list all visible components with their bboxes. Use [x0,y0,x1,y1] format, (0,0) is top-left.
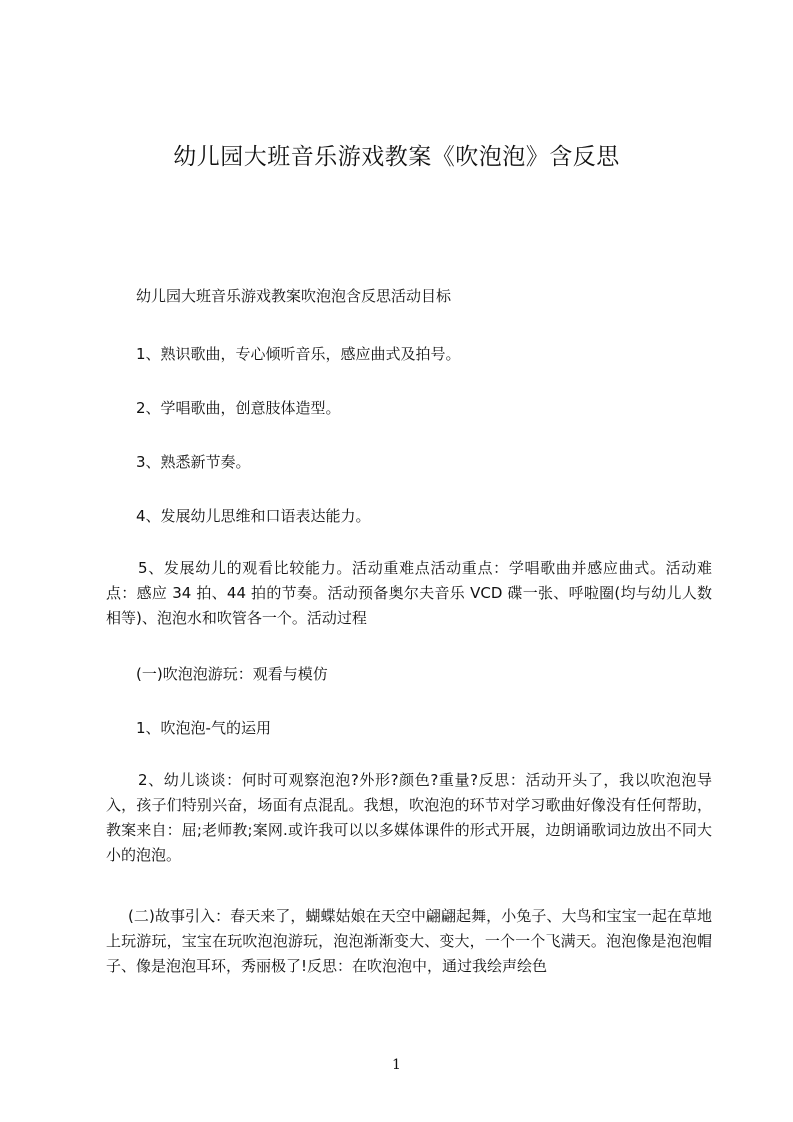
paragraph-section-2: (二)故事引入：春天来了，蝴蝶姑娘在天空中翩翩起舞，小兔子、大鸟和宝宝一起在草地上玩游玩，宝宝在玩吹泡泡游玩，泡泡渐渐变大、变大，一个一个飞满天。泡泡像是泡泡帽子、像是泡泡耳环，秀丽极了!反思：在吹泡泡中，通过我绘声绘色 [106,907,712,975]
page-number: 1 [392,1057,401,1073]
paragraph-section-1-heading: (一)吹泡泡游玩：观看与模仿 [136,665,328,683]
paragraph-objectives-heading: 幼儿园大班音乐游戏教案吹泡泡含反思活动目标 [136,287,452,305]
paragraph-goal-4: 4、发展幼儿思维和口语表达能力。 [136,507,371,525]
paragraph-goal-5: 5、发展幼儿的观看比较能力。活动重难点活动重点：学唱歌曲并感应曲式。活动难点：感应 34 拍、44 拍的节奏。活动预备奥尔夫音乐 VCD 碟一张、呼啦圈(均与幼儿人数相等)、泡泡水和吹管各一个。活动过程 [106,559,712,627]
paragraph-goal-3: 3、熟悉新节奏。 [136,453,251,471]
document-title: 幼儿园大班音乐游戏教案《吹泡泡》含反思 [173,144,620,170]
paragraph-goal-1: 1、熟识歌曲，专心倾听音乐，感应曲式及拍号。 [136,345,461,363]
paragraph-goal-2: 2、学唱歌曲，创意肢体造型。 [136,399,341,417]
paragraph-step-2: 2、幼儿谈谈：何时可观察泡泡?外形?颜色?重量?反思：活动开头了，我以吹泡泡导入，孩子们特别兴奋，场面有点混乱。我想，吹泡泡的环节对学习歌曲好像没有任何帮助，教案来自：屈;老师教;案网.或许我可以以多媒体课件的形式开展，边朗诵歌词边放出不同大小的泡泡。 [106,771,712,864]
paragraph-step-1: 1、吹泡泡-气的运用 [136,719,271,737]
